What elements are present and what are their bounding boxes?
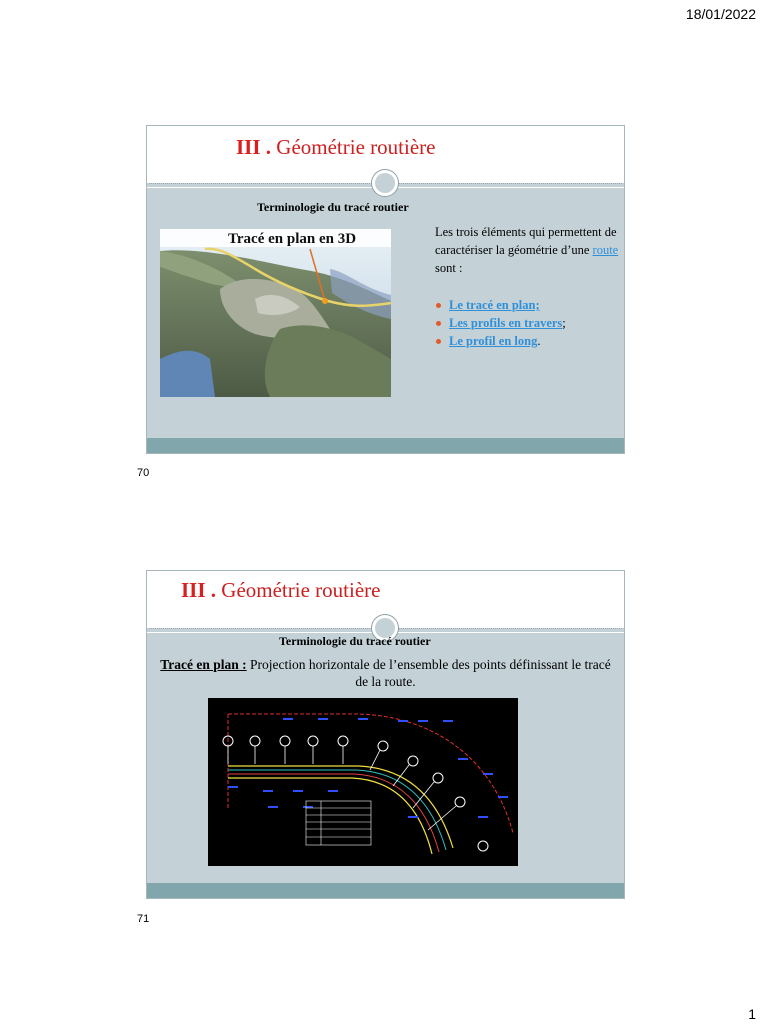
slide-title bbox=[236, 135, 435, 160]
title-text: Géométrie routière bbox=[276, 135, 436, 159]
cad-plan-drawing bbox=[208, 698, 518, 866]
route-link[interactable]: route bbox=[592, 243, 619, 257]
bullet-link[interactable]: Le tracé en plan; bbox=[449, 298, 540, 312]
bullet-link[interactable]: Le profil en long bbox=[449, 334, 538, 348]
bullet-dot-icon bbox=[436, 321, 441, 326]
slide-number: 71 bbox=[137, 913, 150, 925]
definition-body: Projection horizontale de l’ensemble des points définissant le tracé de la route. bbox=[246, 657, 611, 689]
definition-text bbox=[157, 656, 614, 690]
slide-footer-bar bbox=[147, 883, 624, 898]
bullet-item bbox=[435, 296, 620, 314]
bullet-link[interactable]: Les profils en travers bbox=[449, 316, 563, 330]
bullet-suffix: . bbox=[537, 334, 541, 348]
intro-after: sont : bbox=[435, 261, 463, 275]
bullet-list bbox=[435, 296, 620, 350]
intro-before: Les trois éléments qui permettent de caractériser la géométrie d’une bbox=[435, 225, 617, 257]
page-date: 18/01/2022 bbox=[685, 6, 756, 22]
bullet-dot-icon bbox=[436, 303, 441, 308]
intro-text bbox=[435, 223, 620, 277]
slide-title bbox=[181, 578, 380, 603]
slide-71 bbox=[146, 570, 625, 899]
slide-number: 70 bbox=[137, 467, 150, 479]
slide-70 bbox=[146, 125, 625, 454]
definition-term: Tracé en plan : bbox=[160, 657, 247, 672]
image-caption: Tracé en plan en 3D bbox=[228, 231, 357, 247]
aerial-3d-road-image bbox=[160, 229, 391, 397]
title-number: III . bbox=[236, 135, 272, 159]
title-text: Géométrie routière bbox=[221, 578, 381, 602]
slide-subtitle: Terminologie du tracé routier bbox=[257, 200, 409, 214]
bullet-item bbox=[435, 332, 620, 350]
bullet-dot-icon bbox=[436, 339, 441, 344]
page-number: 1 bbox=[748, 1006, 756, 1022]
ring-ornament bbox=[372, 170, 398, 196]
slide-subtitle: Terminologie du tracé routier bbox=[279, 634, 431, 648]
title-number: III . bbox=[181, 578, 217, 602]
bullet-suffix: ; bbox=[562, 316, 566, 330]
bullet-item bbox=[435, 314, 620, 332]
slide-footer-bar bbox=[147, 438, 624, 453]
